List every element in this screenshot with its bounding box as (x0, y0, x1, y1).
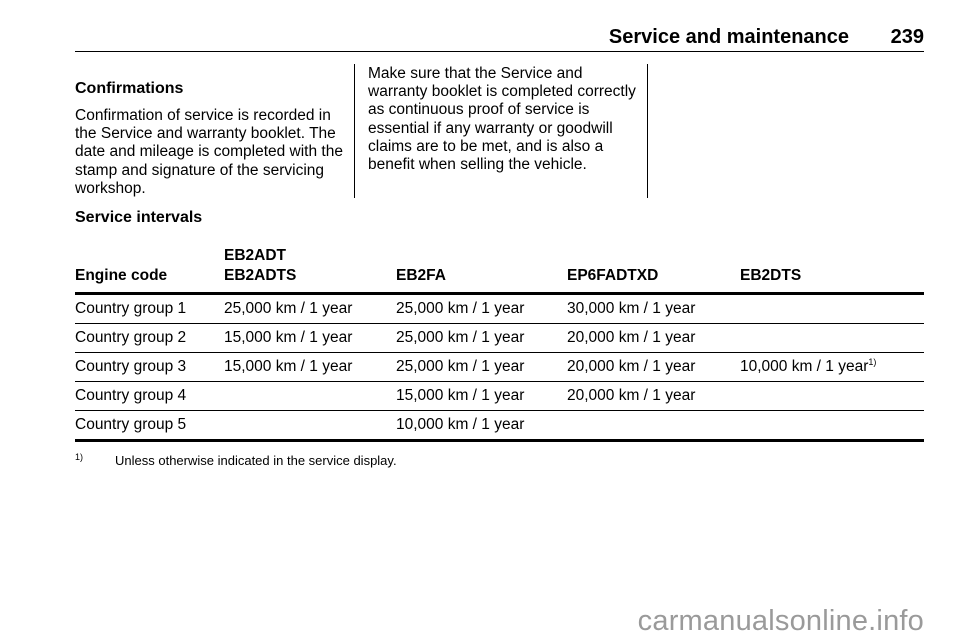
confirmations-column (75, 79, 347, 198)
cell-ep6fadtxd: 20,000 km / 1 year (567, 324, 740, 353)
cell-eb2dts (740, 324, 924, 353)
service-intervals-heading: Service intervals (75, 209, 203, 226)
footnote-text: Unless otherwise indicated in the service display. (115, 453, 397, 468)
cell-eb2fa: 25,000 km / 1 year (396, 324, 567, 353)
cell-group: Country group 2 (75, 324, 224, 353)
cell-eb2fa: 15,000 km / 1 year (396, 382, 567, 411)
cell-eb2adt: 25,000 km / 1 year (224, 294, 396, 324)
page-header (75, 24, 924, 52)
cell-eb2fa: 25,000 km / 1 year (396, 353, 567, 382)
cell-ep6fadtxd (567, 411, 740, 441)
footnote: 1) Unless otherwise indicated in the service display. (75, 452, 397, 468)
column-header-eb2adt-line1: EB2ADT (224, 247, 287, 264)
column-header-eb2dts: EB2DTS (740, 246, 924, 294)
cell-eb2adt (224, 382, 396, 411)
cell-ep6fadtxd: 20,000 km / 1 year (567, 382, 740, 411)
table-row (75, 382, 924, 411)
cell-eb2adt: 15,000 km / 1 year (224, 353, 396, 382)
cell-eb2adt: 15,000 km / 1 year (224, 324, 396, 353)
page-number: 239 (890, 26, 924, 48)
cell-ep6fadtxd: 20,000 km / 1 year (567, 353, 740, 382)
cell-ep6fadtxd: 30,000 km / 1 year (567, 294, 740, 324)
cell-group: Country group 3 (75, 353, 224, 382)
column-header-engine-code: Engine code (75, 246, 224, 294)
cell-eb2adt (224, 411, 396, 441)
cell-group: Country group 5 (75, 411, 224, 441)
column-divider (647, 64, 648, 198)
confirmations-text: Confirmation of service is recorded in the Service and warranty booklet. The date and mileage is completed with the stamp and signature of the servicing workshop. (75, 107, 343, 197)
column-divider (354, 64, 355, 198)
cell-eb2dts-value: 10,000 km / 1 year (740, 358, 869, 375)
cell-eb2fa: 10,000 km / 1 year (396, 411, 567, 441)
cell-eb2dts (740, 294, 924, 324)
confirmations-column-2 (368, 65, 638, 174)
table-row (75, 294, 924, 324)
service-intervals-table (75, 246, 924, 442)
column-header-eb2fa: EB2FA (396, 246, 567, 294)
column-header-eb2adt (224, 246, 396, 294)
table-row (75, 324, 924, 353)
cell-eb2dts (740, 411, 924, 441)
confirmations-text-2: Make sure that the Service and warranty booklet is completed correctly as continuous proof of service is essential if any warranty or goodwill claims are to be met, and is also a benefit when selling the vehicle. (368, 65, 636, 174)
cell-eb2dts (740, 353, 924, 382)
table-header-row (75, 246, 924, 294)
confirmations-heading: Confirmations (75, 80, 184, 97)
section-title: Service and maintenance (608, 26, 849, 48)
cell-group: Country group 1 (75, 294, 224, 324)
cell-eb2fa: 25,000 km / 1 year (396, 294, 567, 324)
column-header-ep6fadtxd: EP6FADTXD (567, 246, 740, 294)
cell-group: Country group 4 (75, 382, 224, 411)
cell-eb2dts (740, 382, 924, 411)
column-header-eb2adt-line2: EB2ADTS (224, 267, 297, 284)
table-row (75, 411, 924, 441)
table-row (75, 353, 924, 382)
footnote-reference: 1) (868, 357, 877, 367)
watermark: carmanualsonline.info (637, 605, 924, 637)
